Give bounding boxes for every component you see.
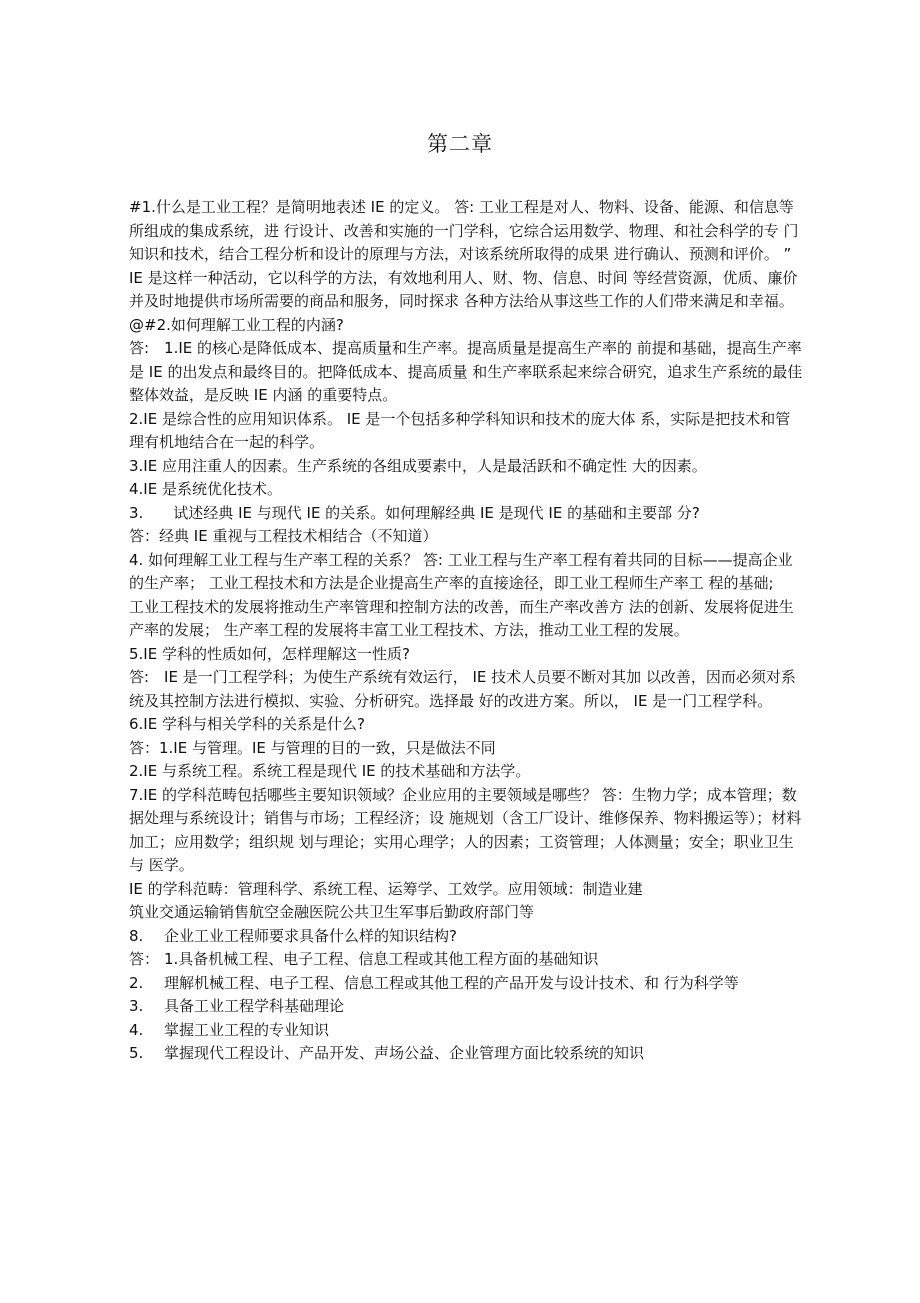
chapter-title: 第二章 bbox=[427, 132, 493, 156]
paragraph-a2-2: 2.IE 是综合性的应用知识体系。 IE 是一个包括多种学科知识和技术的庞大体 系，实际是把技术和管理有机地结合在一起的科学。 bbox=[129, 409, 791, 451]
numbered-line bbox=[129, 925, 805, 949]
paragraph-q6: 6.IE 学科与相关学科的关系是什么? bbox=[129, 715, 365, 733]
paragraph-a2-1: 答: 1.IE 的核心是降低成本、提高质量和生产率。提高质量是提高生产率的 前提和基础，提高生产率是 IE 的出发点和最终目的。把降低成本、提高质量 和生产率联系起来综合研究，追求生产系统的最佳整体效益，是反映 IE 内涵 的重要特点。 bbox=[129, 339, 803, 404]
line-text: 具备工业工程学科基础理论 bbox=[164, 997, 345, 1015]
numbered-line bbox=[129, 972, 805, 996]
paragraph-q1: #1.什么是工业工程？是简明地表述 IE 的定义。 答: 工业工程是对人、物料、设备、能源、和信息等所组成的集成系统，进 行设计、改善和实施的一门学科，它综合运用数学、物理、和社会科学的专 门知识和技术，结合工程分析和设计的原理与方法，对该系统所取得的成果 进行确认、预测和评价。 ” bbox=[129, 198, 799, 263]
paragraph-a5: 答: IE 是一门工程学科；为使生产系统有效运行， IE 技术人员要不断对其加 以改善，因而必须对系统及其控制方法进行模拟、实验、分析研究。选择最 好的改进方案。所以， IE 是一门工程学科。 bbox=[129, 668, 796, 710]
line-number: 答： bbox=[129, 950, 160, 968]
line-number: 3. bbox=[129, 997, 144, 1015]
paragraph-a2-4: 4.IE 是系统优化技术。 bbox=[129, 480, 282, 498]
paragraph-q3: 3. 试述经典 IE 与现代 IE 的关系。如何理解经典 IE 是现代 IE 的基础和主要部 分? bbox=[129, 503, 700, 522]
numbered-line bbox=[129, 1042, 805, 1066]
paragraph-a4-cont: 工业工程技术的发展将推动生产率管理和控制方法的改善，而生产率改善方 法的创新、发展将促进生产率的发展； 生产率工程的发展将丰富工业工程技术、方法，推动工业工程的发展。 bbox=[129, 597, 794, 639]
paragraph-q5: 5.IE 学科的性质如何，怎样理解这一性质? bbox=[129, 644, 410, 663]
line-text: 1.具备机械工程、电子工程、信息工程或其他工程方面的基础知识 bbox=[164, 950, 599, 968]
line-text: 企业工业工程师要求具备什么样的知识结构? bbox=[164, 926, 457, 945]
paragraph-q4: 4. 如何理解工业工程与生产率工程的关系？ 答: 工业工程与生产率工程有着共同的目标——提高企业的生产率； 工业工程技术和方法是企业提高生产率的直接途径，即工业工程师生产率工 程的基础; bbox=[129, 550, 793, 592]
paragraph-a7-scope: IE 的学科范畴：管理科学、系统工程、运筹学、工效学。应用领域：制造业建 bbox=[129, 879, 643, 898]
line-text: 掌握现代工程设计、产品开发、声场公益、企业管理方面比较系统的知识 bbox=[164, 1044, 645, 1062]
line-number: 4. bbox=[129, 1020, 144, 1039]
line-text: 掌握工业工程的专业知识 bbox=[164, 1020, 330, 1039]
paragraph-a6-1: 答：1.IE 与管理。IE 与管理的目的一致，只是做法不同 bbox=[129, 738, 496, 757]
document-body bbox=[129, 196, 805, 1066]
paragraph-a3: 答：经典 IE 重视与工程技术相结合（不知道） bbox=[129, 527, 438, 545]
line-number: 5. bbox=[129, 1044, 144, 1062]
numbered-line bbox=[129, 948, 805, 972]
paragraph-a6-2: 2.IE 与系统工程。系统工程是现代 IE 的技术基础和方法学。 bbox=[129, 762, 531, 780]
paragraph-q7: 7.IE 的学科范畴包括哪些主要知识领域？企业应用的主要领域是哪些？ 答：生物力学；成本管理；数据处理与系统设计；销售与市场；工程经济；设 施规划（含工厂设计、维修保养、物料搬运等）；材料加工；应用数学；组织规 划与理论；实用心理学；人的因素；工资管理；人体测量；安全；职业卫生与 医学。 bbox=[129, 785, 802, 874]
line-number: 8. bbox=[129, 926, 144, 945]
paragraph-q2: @#2.如何理解工业工程的内涵? bbox=[129, 315, 344, 334]
paragraph-a7-fields: 筑业交通运输销售航空金融医院公共卫生军事后勤政府部门等 bbox=[129, 903, 535, 921]
numbered-line bbox=[129, 1019, 805, 1043]
paragraph-ie-activity: IE 是这样一种活动，它以科学的方法，有效地利用人、财、物、信息、时间 等经营资源，优质、廉价并及时地提供市场所需要的商品和服务，同时探求 各种方法给从事这些工作的人们带来满足和幸福。 bbox=[129, 268, 798, 310]
line-text: 理解机械工程、电子工程、信息工程或其他工程的产品开发与设计技术、和 行为科学等 bbox=[164, 973, 739, 992]
numbered-line bbox=[129, 995, 805, 1019]
line-number: 2. bbox=[129, 973, 144, 992]
paragraph-a2-3: 3.IE 应用注重人的因素。生产系统的各组成要素中，人是最活跃和不确定性 大的因素。 bbox=[129, 456, 707, 475]
